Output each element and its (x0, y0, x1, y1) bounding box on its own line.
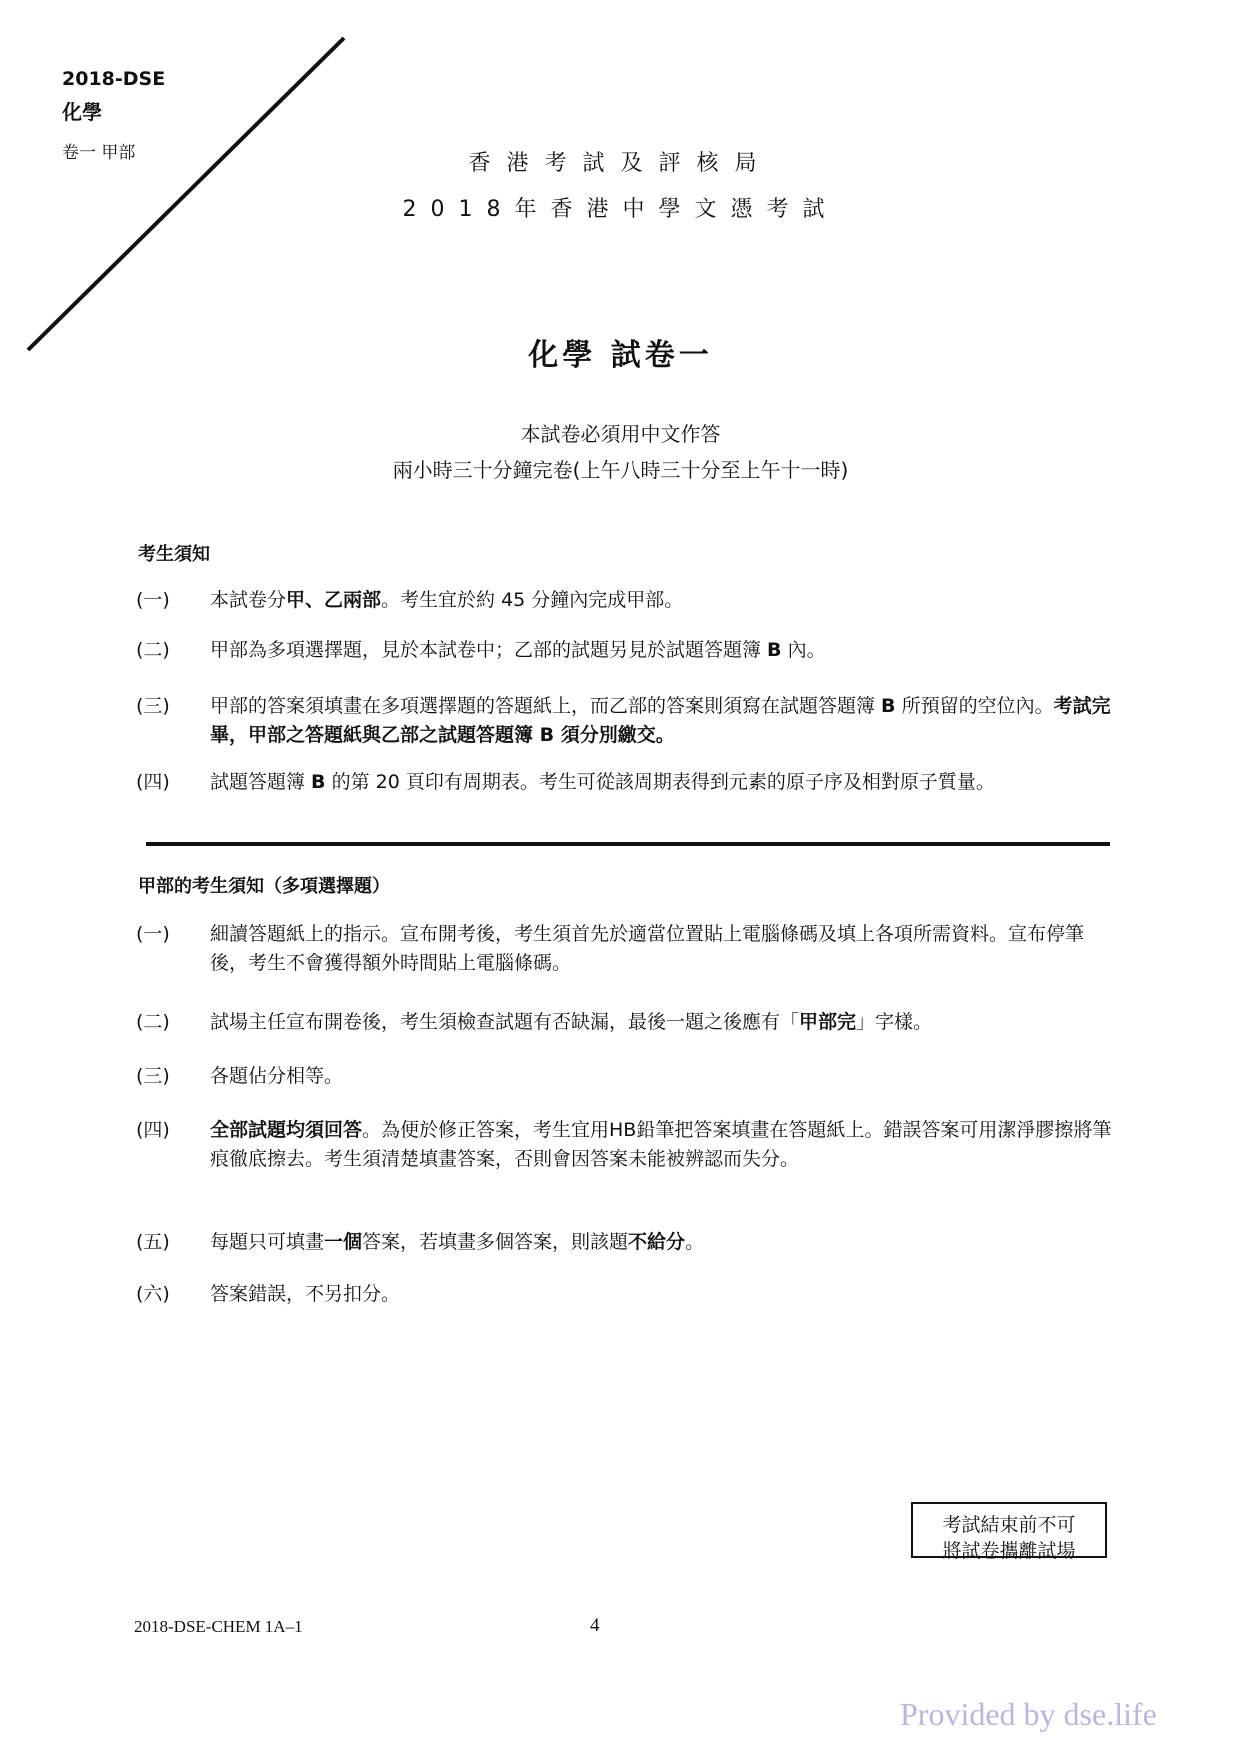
item-text (210, 1280, 1116, 1309)
paper-part-label: 卷一 甲部 (62, 143, 136, 163)
section-a-item-5 (136, 1228, 1116, 1257)
item-number: (三) (136, 1065, 170, 1087)
general-item-1 (136, 586, 1116, 615)
item-number: (三) (136, 695, 170, 717)
text-run: 答案錯誤，不另扣分。 (210, 1283, 401, 1305)
footer-paper-code: 2018-DSE-CHEM 1A–1 (134, 1617, 303, 1636)
item-number: (六) (136, 1283, 170, 1305)
text-run: 」字樣。 (856, 1011, 933, 1033)
text-run-bold: 不給分 (628, 1231, 686, 1253)
text-run: 各題佔分相等。 (210, 1065, 344, 1087)
general-item-3 (136, 692, 1116, 750)
text-run: 。 (685, 1231, 705, 1253)
duration-note: 兩小時三十分鐘完卷(上午八時三十分至上午十一時) (392, 458, 849, 482)
text-run: 試場主任宣布開卷後，考生須檢查試題有否缺漏，最後一題之後應有「 (210, 1011, 800, 1033)
item-text (210, 920, 1116, 978)
item-text (210, 1116, 1116, 1174)
item-text (210, 1062, 1116, 1091)
text-run-bold: 甲、乙兩部 (286, 589, 382, 611)
text-run: 。為便於修正答案，考生宜用HB鉛筆把答案填畫在答題紙上。錯誤答案可用潔淨膠擦將筆痕徹底擦去。考生須清楚填畫答案，否則會因答案未能被辨認而失分。 (210, 1119, 1112, 1170)
item-number: (一) (136, 923, 170, 945)
text-run: 所預留的空位內。 (895, 695, 1054, 717)
section-a-instructions-heading: 甲部的考生須知（多項選擇題） (138, 876, 390, 897)
general-instructions-heading: 考生須知 (138, 544, 210, 565)
watermark: Provided by dse.life (900, 1696, 1157, 1732)
language-note: 本試卷必須用中文作答 (520, 422, 721, 446)
general-item-4 (136, 768, 1116, 797)
paper-year-code: 2018-DSE (62, 68, 166, 90)
exam-name: 2018年香港中學文憑考試 (402, 197, 839, 222)
exam-authority: 香港考試及評核局 (468, 151, 773, 176)
text-run: 細讀答題紙上的指示。宣布開考後，考生須首先於適當位置貼上電腦條碼及填上各項所需資料。宣布停筆後，考生不會獲得額外時間貼上電腦條碼。 (210, 923, 1085, 974)
text-run-bold: 一個 (324, 1231, 363, 1253)
text-run-bold: 考試完畢，甲部之答題紙與乙部之試題答題簿 B 須分別繳交。 (210, 695, 1111, 746)
item-text (210, 586, 1116, 615)
corner-diagonal-line (0, 0, 360, 360)
item-number: (四) (136, 1119, 170, 1141)
text-run-bold: 甲部完 (799, 1011, 857, 1033)
text-run-bold: B (881, 695, 896, 717)
text-run: 內。 (781, 639, 826, 661)
text-run: 的第 20 頁印有周期表。考生可從該周期表得到元素的原子序及相對原子質量。 (325, 771, 995, 793)
item-number: (一) (136, 589, 170, 611)
item-text (210, 692, 1116, 750)
text-run: 甲部為多項選擇題，見於本試卷中；乙部的試題另見於試題答題簿 (210, 639, 768, 661)
notice-box (911, 1502, 1107, 1562)
item-text (210, 1228, 1116, 1257)
section-a-item-4 (136, 1116, 1116, 1174)
subject-label: 化學 (62, 100, 102, 124)
item-text (210, 1008, 1116, 1037)
section-a-item-1 (136, 920, 1116, 978)
text-run: 。考生宜於約 45 分鐘內完成甲部。 (381, 589, 684, 611)
item-number: (二) (136, 1011, 170, 1033)
paper-title: 化學 試卷一 (528, 338, 713, 373)
section-a-item-3 (136, 1062, 1116, 1091)
text-run: 答案，若填畫多個答案，則該題 (362, 1231, 629, 1253)
item-number: (四) (136, 771, 170, 793)
item-text (210, 636, 1116, 665)
text-run: 試題答題簿 (210, 771, 312, 793)
text-run: 甲部的答案須填畫在多項選擇題的答題紙上，而乙部的答案則須寫在試題答題簿 (210, 695, 882, 717)
item-number: (二) (136, 639, 170, 661)
page-number: 4 (590, 1615, 600, 1636)
section-divider (146, 842, 1110, 846)
item-text (210, 768, 1116, 797)
item-number: (五) (136, 1231, 170, 1253)
text-run-bold: B (311, 771, 326, 793)
notice-line-2: 將試卷攜離試場 (942, 1540, 1076, 1562)
notice-line-1: 考試結束前不可 (942, 1514, 1076, 1536)
text-run: 每題只可填畫 (210, 1231, 325, 1253)
text-run-bold: 全部試題均須回答 (210, 1119, 363, 1141)
text-run-bold: B (767, 639, 782, 661)
section-a-item-6 (136, 1280, 1116, 1309)
general-item-2 (136, 636, 1116, 665)
section-a-item-2 (136, 1008, 1116, 1037)
text-run: 本試卷分 (210, 589, 287, 611)
